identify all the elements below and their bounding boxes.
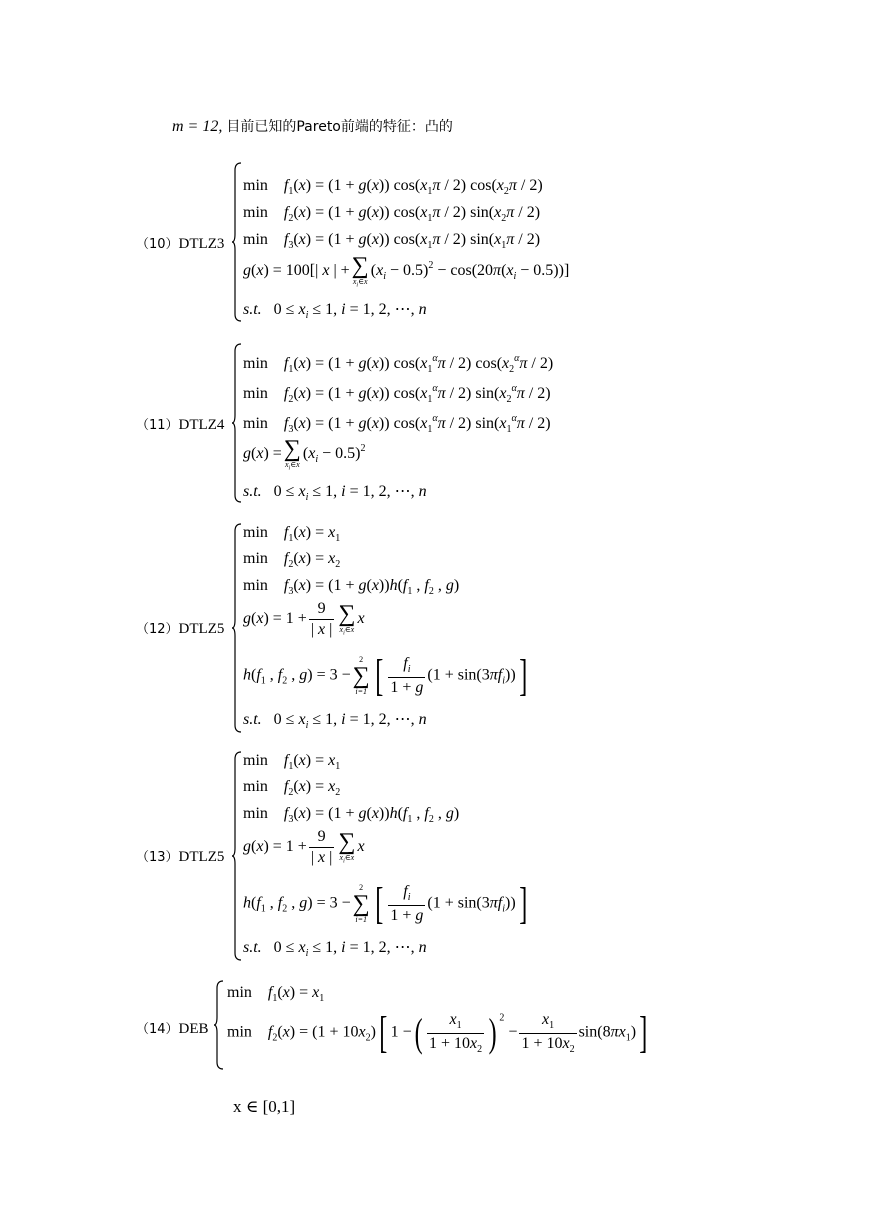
problem-label — [136, 414, 224, 434]
problem-number: （13） — [136, 850, 179, 865]
problem-label — [136, 618, 224, 638]
problem-label — [136, 233, 224, 253]
equation-row: s.t. $0 \le x_i \le 1$, i = 1, 2, ⋯, n — [243, 711, 427, 731]
problem-name: DEB — [178, 1021, 209, 1037]
equation-row: min $f_2(x) = x_2$ — [243, 778, 341, 798]
equation-row: $h(f_1$ , $f_2$ , g) = 3 − 2 ∑ i=1 [ $\frac{f_i}{1 + g}$ $(1 + \sin(3\pi f_i))$] — [243, 879, 528, 928]
equation-row: min $f_1(x) = x_1$ — [227, 984, 325, 1004]
problem-name: DTLZ4 — [178, 417, 225, 433]
intro-text: 目前已知的Pareto前端的特征：凸的 — [226, 119, 453, 135]
equation-row: g(x) = 1 + $\frac{9}{| x |}$ ∑ $x_i\in x$ x — [243, 600, 365, 638]
problem-number: （12） — [136, 622, 179, 637]
left-brace — [232, 523, 242, 733]
left-brace — [214, 980, 224, 1070]
problem-label — [136, 846, 224, 866]
equation-row: g(x) = ∑ $x_i\in x$ $(x_i - 0.5)^2$ — [243, 436, 366, 472]
problem-number: （14） — [136, 1022, 179, 1037]
intro-line — [172, 116, 453, 136]
domain-constraint: x ∈ [0,1] — [233, 1097, 296, 1116]
problem-name: DTLZ5 — [178, 621, 225, 637]
equation-row: min $f_1(x) = (1 + g(x))$ $\cos(x_1\pi / 2)$ $\cos(x_2\pi / 2)$ — [243, 177, 543, 197]
problem-number: （10） — [136, 237, 179, 252]
equation-row: min $f_2(x) = x_2$ — [243, 550, 341, 570]
equation-row: s.t. $0 \le x_i \le 1$, i = 1, 2, ⋯, n — [243, 483, 427, 503]
equation-row: s.t. $0 \le x_i \le 1$, i = 1, 2, ⋯, n — [243, 301, 427, 321]
problem-number: （11） — [136, 418, 179, 433]
equation-row: min $f_1(x) = x_1$ — [243, 524, 341, 544]
equation-row: min $f_1(x) = x_1$ — [243, 752, 341, 772]
equation-row: s.t. $0 \le x_i \le 1$, i = 1, 2, ⋯, n — [243, 939, 427, 959]
equation-row: $h(f_1$ , $f_2$ , g) = 3 − 2 ∑ i=1 [ $\frac{f_i}{1 + g}$ $(1 + \sin(3\pi f_i))$] — [243, 651, 528, 700]
equation-row: g(x) = 100[| x | + ∑ $x_i\in x$ $(x_i - 0.5)^2 - \cos(20\pi(x_i - 0.5))$] — [243, 253, 570, 289]
equation-row: min $f_2(x) = (1 + 10x_2)$[ 1 −( $\frac{x_1}{1 + 10x_2}$ ) $^2$ − $\frac{x_1}{1 + 10x_2}$ $\sin(8\pi x_1)$] — [227, 1008, 648, 1057]
equation-row: min $f_2(x) = (1 + g(x))$ $\cos(x_1\pi / 2)$ $\sin(x_2\pi / 2)$ — [243, 204, 541, 224]
equation-row: min $f_2(x) = (1 + g(x))$ $\cos(x_1^\alpha\pi / 2)$ $\sin(x_2^\alpha\pi / 2)$ — [243, 383, 551, 405]
problem-name: DTLZ5 — [178, 849, 225, 865]
left-brace — [232, 751, 242, 961]
equation-row: min $f_3(x) = (1 + g(x))h(f_1$ , $f_2$ , g) — [243, 805, 460, 825]
left-brace — [232, 162, 242, 322]
equation-row: min $f_3(x) = (1 + g(x))h(f_1$ , $f_2$ , g) — [243, 577, 460, 597]
equation-row: min $f_3(x) = (1 + g(x))$ $\cos(x_1^\alpha\pi / 2)$ $\sin(x_1^\alpha\pi / 2)$ — [243, 413, 551, 435]
equation-row: min $f_3(x) = (1 + g(x))$ $\cos(x_1\pi / 2)$ $\sin(x_1\pi / 2)$ — [243, 231, 541, 251]
problem-name: DTLZ3 — [178, 236, 225, 252]
problem-label — [136, 1018, 209, 1038]
intro-m-expr: m = 12, — [172, 118, 223, 135]
equation-row: g(x) = 1 + $\frac{9}{| x |}$ ∑ $x_i\in x$ x — [243, 828, 365, 866]
left-brace — [232, 343, 242, 503]
equation-row: min $f_1(x) = (1 + g(x))$ $\cos(x_1^\alpha\pi / 2)$ $\cos(x_2^\alpha\pi / 2)$ — [243, 353, 554, 375]
